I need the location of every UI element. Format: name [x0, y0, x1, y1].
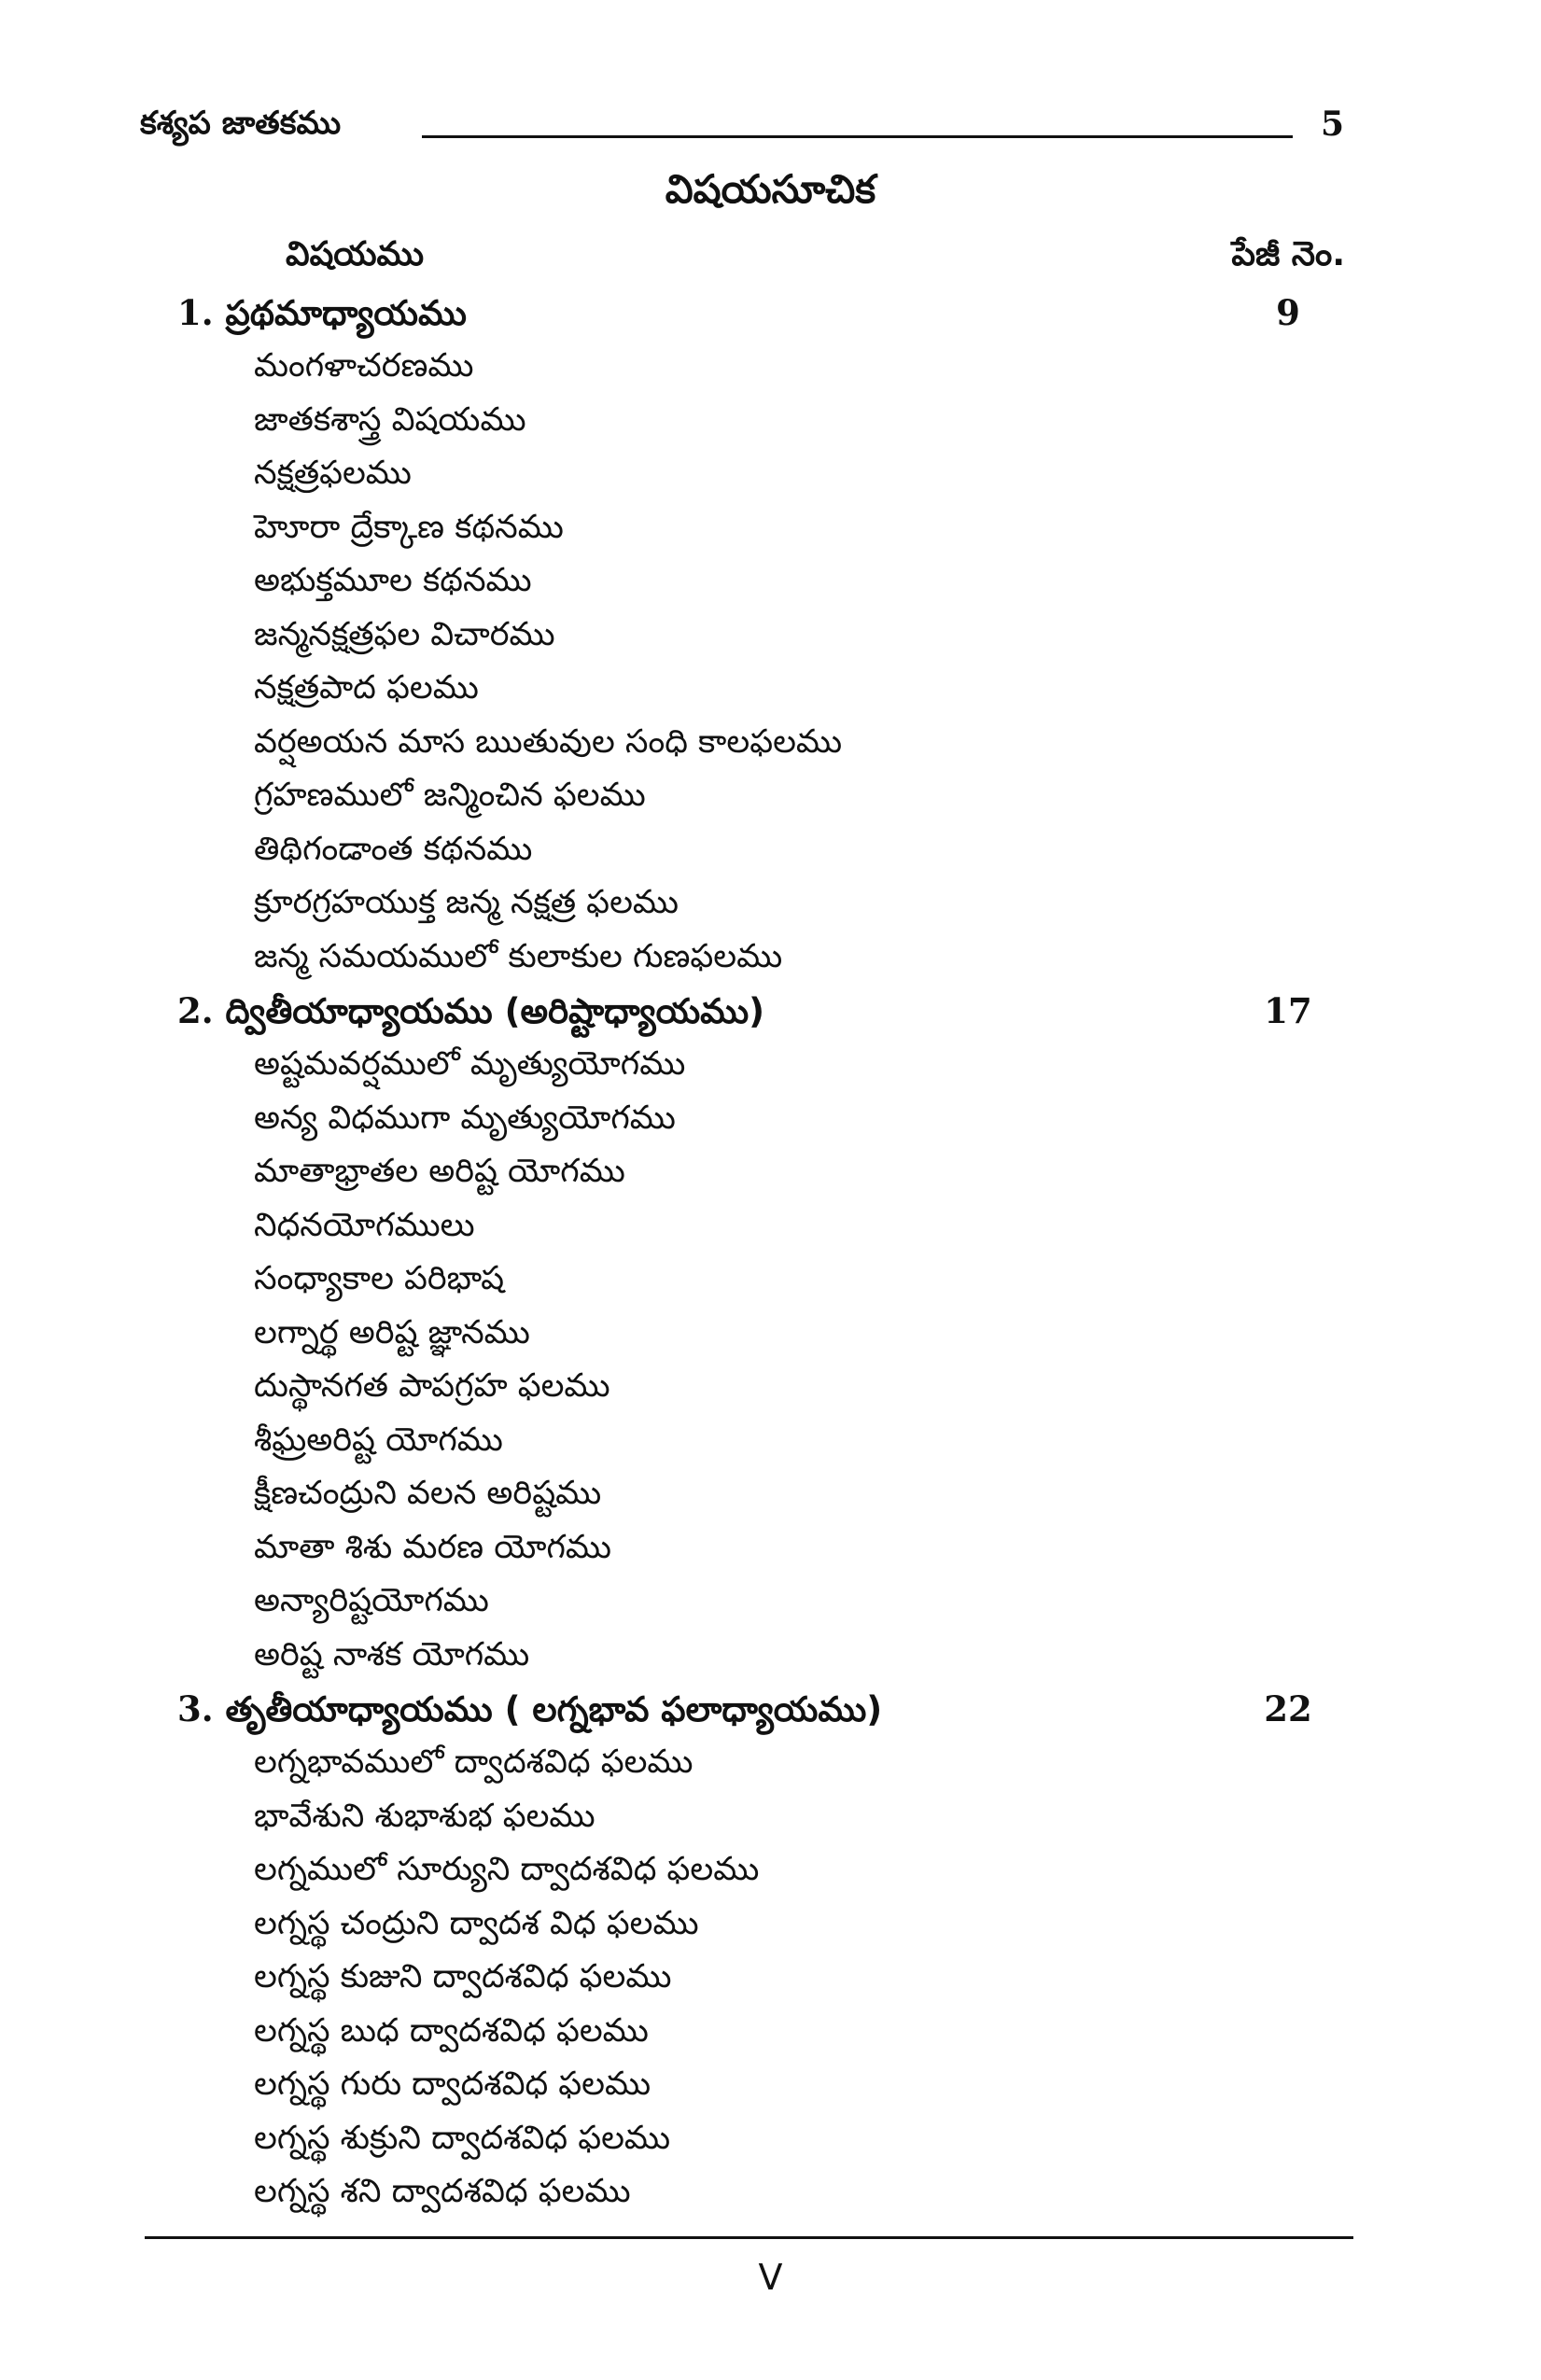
- footer-page-number: V: [758, 2257, 783, 2298]
- toc-item: భావేశుని శుభాశుభ ఫలము: [254, 1797, 595, 1835]
- toc-item: జాతకశాస్త్ర విషయము: [254, 400, 526, 439]
- toc-item: లగ్నార్థ అరిష్ట జ్ఞానము: [254, 1313, 530, 1351]
- toc-item: లగ్నభావములో ద్వాదశవిధ ఫలము: [254, 1743, 693, 1781]
- table-of-contents: [177, 286, 1344, 2219]
- toc-item: శీఘ్రఅరిష్ట యోగము: [254, 1421, 503, 1459]
- toc-item: లగ్నస్థ శుక్రుని ద్వాదశవిధ ఫలము: [254, 2119, 671, 2157]
- chapter-number: 1.: [177, 292, 214, 333]
- toc-item: దుస్థానగత పాపగ్రహ ఫలము: [254, 1367, 610, 1405]
- toc-item: లగ్నస్థ గురు ద్వాదశవిధ ఫలము: [254, 2065, 651, 2103]
- chapter-heading: [177, 984, 1344, 1038]
- toc-item: లగ్నస్థ శని ద్వాదశవిధ ఫలము: [254, 2173, 631, 2210]
- toc-item: అరిష్ట నాశక యోగము: [254, 1635, 530, 1673]
- running-header: [140, 105, 1344, 157]
- toc-item: క్షీణచంద్రుని వలన అరిష్టము: [254, 1475, 602, 1512]
- toc-item: హెూరా ద్రేక్కాణ కథనము: [254, 508, 564, 546]
- chapter-title: తృతీయాధ్యాయము ( లగ్నభావ ఫలాధ్యాయము): [225, 1689, 883, 1729]
- toc-item: అన్య విధముగా మృత్యుయోగము: [254, 1099, 676, 1137]
- footer-rule: [145, 2236, 1353, 2239]
- toc-item: లగ్నస్థ కుజుని ద్వాదశవిధ ఫలము: [254, 1958, 672, 1995]
- toc-item: లగ్నస్థ బుధ ద్వాదశవిధ ఫలము: [254, 2011, 649, 2050]
- toc-item: జన్మనక్షత్రఫల విచారము: [254, 615, 555, 653]
- toc-item: మంగళాచరణము: [254, 347, 474, 385]
- toc-item: గ్రహణములో జన్మించిన ఫలము: [254, 777, 646, 814]
- toc-item: లగ్నములో సూర్యుని ద్వాదశవిధ ఫలము: [254, 1851, 760, 1888]
- column-header-page: పేజీ నెం.: [1231, 235, 1345, 273]
- toc-item: తిథిగండాంత కథనము: [254, 830, 533, 868]
- toc-item: అష్టమవర్షములో మృత్యుయోగము: [254, 1045, 686, 1083]
- toc-item: మాతాభ్రాతల అరిష్ట యోగము: [254, 1153, 625, 1190]
- chapter-page-number: 9: [1276, 292, 1300, 333]
- book-title: కశ్యప జాతకము: [140, 105, 342, 142]
- toc-title: విషయసూచిక: [665, 166, 876, 212]
- toc-item: క్రూరగ్రహయుక్త జన్మ నక్షత్ర ఫలము: [254, 884, 679, 921]
- toc-item: సంధ్యాకాల పరిభాష: [254, 1260, 505, 1297]
- chapter-number: 3.: [177, 1688, 214, 1729]
- chapter-title: ప్రథమాధ్యాయము: [225, 293, 467, 333]
- chapter-heading: [177, 286, 1344, 340]
- header-rule: [422, 135, 1293, 138]
- chapter-title: ద్వితీయాధ్యాయము (అరిష్టాధ్యాయము): [225, 991, 765, 1031]
- toc-item: నక్షత్రపాద ఫలము: [254, 669, 479, 707]
- toc-item: లగ్నస్థ చంద్రుని ద్వాదశ విధ ఫలము: [254, 1904, 699, 1942]
- toc-item: అభుక్తమూల కథనము: [254, 562, 532, 599]
- toc-item: నిధనయోగములు: [254, 1206, 475, 1244]
- column-header-topic: విషయము: [286, 235, 425, 273]
- toc-item: వర్షఅయన మాస ఋతువుల సంధి కాలఫలము: [254, 722, 843, 761]
- toc-item: జన్మ సమయములో కులాకుల గుణఫలము: [254, 937, 783, 975]
- toc-item: నక్షత్రఫలము: [254, 455, 412, 492]
- chapter-page-number: 22: [1264, 1688, 1312, 1729]
- chapter-page-number: 17: [1264, 990, 1312, 1031]
- chapter-number: 2.: [177, 990, 214, 1031]
- toc-item: అన్యారిష్టయోగము: [254, 1582, 489, 1619]
- header-page-number: 5: [1320, 105, 1344, 144]
- toc-item: మాతా శిశు మరణ యోగము: [254, 1528, 611, 1566]
- chapter-heading: [177, 1682, 1344, 1736]
